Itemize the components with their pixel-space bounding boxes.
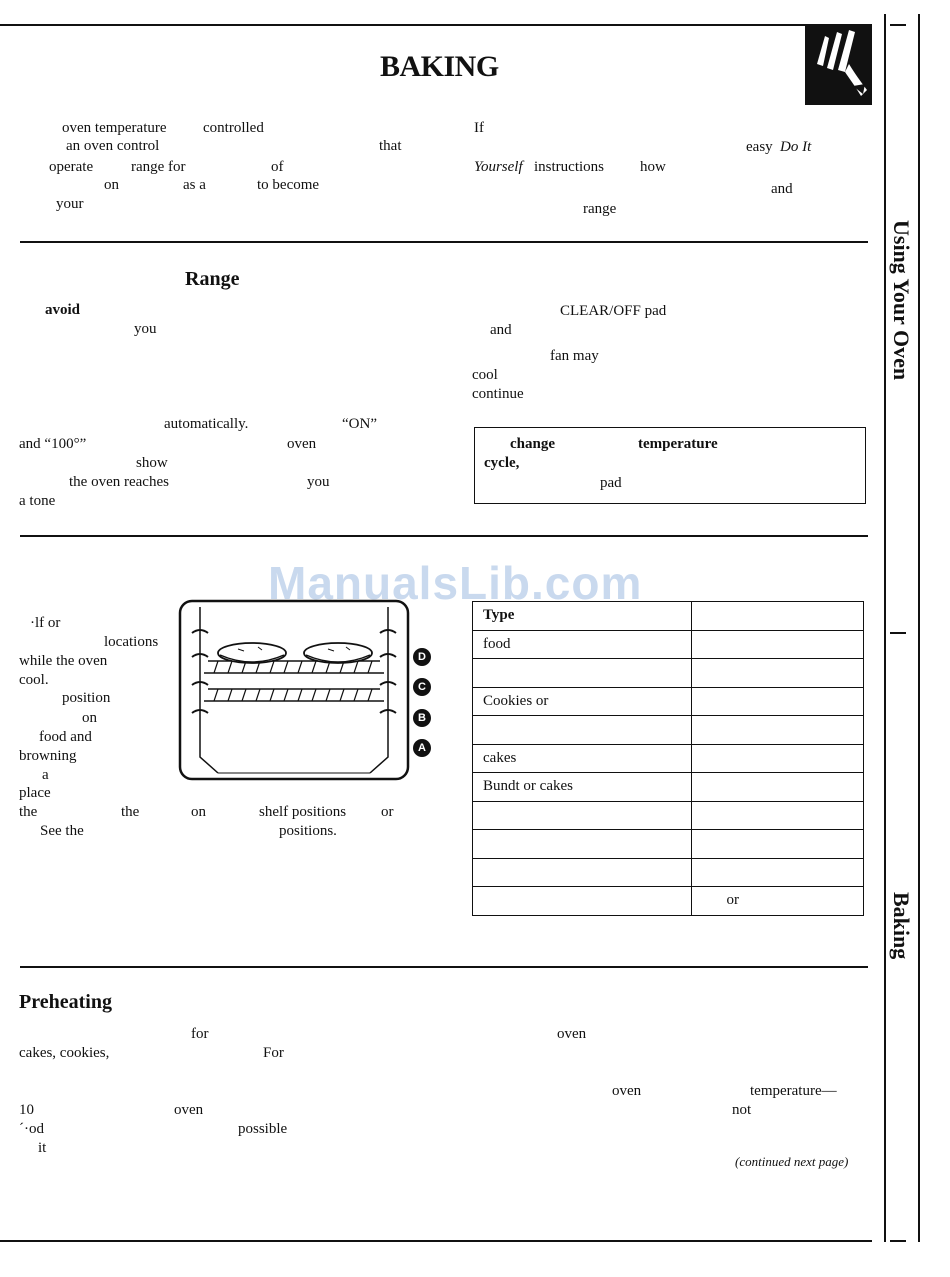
- range-text: you: [307, 474, 330, 490]
- shelf-text: the: [121, 804, 140, 820]
- shelf-text: See the: [40, 823, 84, 839]
- intro-text: to become: [257, 177, 320, 193]
- preheating-text: For: [263, 1045, 284, 1061]
- table-row: [473, 887, 864, 916]
- intro-text: easy: [746, 139, 773, 155]
- tab-mark-mid: [890, 632, 906, 634]
- range-text: “ON”: [342, 416, 377, 432]
- preheating-text: not: [732, 1102, 752, 1118]
- table-cell-shelf-position: [692, 744, 864, 773]
- intro-text: controlled: [203, 120, 264, 136]
- preheating-section-title: Preheating: [19, 991, 112, 1013]
- preheating-text: for: [191, 1026, 209, 1042]
- table-cell-food-type: [473, 716, 692, 745]
- table-cell-food-type: food: [473, 630, 692, 659]
- tab-mark-bottom: [890, 1240, 906, 1242]
- table-row: [473, 830, 864, 859]
- table-cell-shelf-position: [692, 687, 864, 716]
- intro-text: range: [583, 201, 617, 217]
- range-text: avoid: [45, 302, 81, 318]
- table-row: [473, 773, 864, 802]
- top-rule: [0, 24, 868, 26]
- intro-text: and: [771, 181, 793, 197]
- preheating-text: oven: [612, 1083, 642, 1099]
- table-row: [473, 659, 864, 688]
- table-cell-food-type: cakes: [473, 744, 692, 773]
- range-text: show: [136, 455, 168, 471]
- preheating-text: cakes, cookies,: [19, 1045, 110, 1061]
- range-text: the oven reaches: [69, 474, 169, 490]
- side-tab-baking: Baking: [889, 892, 914, 960]
- table-cell-shelf-position: [692, 630, 864, 659]
- range-text: and: [490, 322, 512, 338]
- shelf-text: while the oven: [19, 653, 108, 669]
- section-divider: [20, 535, 868, 537]
- table-cell-food-type: Type: [473, 602, 692, 631]
- range-text: cool: [472, 367, 498, 383]
- table-row: [473, 716, 864, 745]
- intro-text: your: [56, 196, 84, 212]
- table-cell-food-type: Bundt or cakes: [473, 773, 692, 802]
- table-cell-shelf-position: [692, 830, 864, 859]
- table-cell-food-type: [473, 801, 692, 830]
- table-row: [473, 858, 864, 887]
- page-title: BAKING: [380, 50, 499, 83]
- preheating-text: oven: [557, 1026, 587, 1042]
- oven-shelf-diagram: [178, 597, 410, 783]
- intro-text: that: [379, 138, 402, 154]
- intro-text: as a: [183, 177, 206, 193]
- intro-text: Do It: [780, 139, 812, 155]
- range-text: continue: [472, 386, 524, 402]
- table-row: [473, 630, 864, 659]
- side-tab-using-your-oven: Using Your Oven: [889, 220, 914, 381]
- shelf-text: browning: [19, 748, 77, 764]
- shelf-text: a: [42, 767, 49, 783]
- range-text: CLEAR/OFF pad: [560, 303, 667, 319]
- range-text: oven: [287, 436, 317, 452]
- intro-text: Yourself: [474, 159, 523, 175]
- table-cell-shelf-position: or: [692, 887, 864, 916]
- intro-text: on: [104, 177, 119, 193]
- shelf-text: place: [19, 785, 51, 801]
- table-cell-food-type: [473, 887, 692, 916]
- preheating-text: 10: [19, 1102, 34, 1118]
- range-text: you: [134, 321, 157, 337]
- intro-text: range for: [131, 159, 186, 175]
- shelf-text: position: [62, 690, 111, 706]
- table-row: [473, 801, 864, 830]
- note-text: cycle,: [484, 455, 520, 471]
- intro-text: If: [474, 120, 484, 136]
- table-cell-shelf-position: [692, 858, 864, 887]
- continued-note: (continued next page): [735, 1154, 849, 1169]
- tab-mark-top: [890, 24, 906, 26]
- note-text: change: [510, 436, 555, 452]
- shelf-position-label: D: [413, 648, 431, 666]
- intro-text: instructions: [534, 159, 604, 175]
- shelf-text: locations: [104, 634, 159, 650]
- right-margin-rule: [884, 14, 886, 1242]
- table-cell-shelf-position: [692, 773, 864, 802]
- note-text: pad: [600, 475, 622, 491]
- table-cell-food-type: [473, 858, 692, 887]
- table-row: [473, 687, 864, 716]
- section-divider: [20, 966, 868, 968]
- shelf-position-label: A: [413, 739, 431, 757]
- table-row: [473, 744, 864, 773]
- intro-text: operate: [49, 159, 94, 175]
- preheating-text: oven: [174, 1102, 204, 1118]
- intro-text: how: [640, 159, 666, 175]
- table-cell-shelf-position: [692, 659, 864, 688]
- shelf-text: ·lf or: [30, 615, 61, 631]
- preheating-text: ´·od: [19, 1121, 44, 1137]
- range-section-title: Range: [185, 268, 240, 290]
- range-text: and “100°”: [19, 436, 87, 452]
- table-cell-food-type: [473, 830, 692, 859]
- shelf-text: food and: [39, 729, 92, 745]
- shelf-text: the: [19, 804, 38, 820]
- range-text: automatically.: [164, 416, 249, 432]
- table-cell-food-type: Cookies or: [473, 687, 692, 716]
- table-cell-shelf-position: [692, 602, 864, 631]
- right-margin-rule-outer: [918, 14, 920, 1242]
- intro-text: oven temperature: [62, 120, 167, 136]
- shelf-text: on: [191, 804, 206, 820]
- shelf-text: or: [381, 804, 394, 820]
- hand-pressing-pad-icon: [805, 24, 872, 105]
- shelf-position-label: B: [413, 709, 431, 727]
- table-cell-shelf-position: [692, 801, 864, 830]
- watermark: ManualsLib.com: [268, 557, 643, 609]
- shelf-position-table: [472, 601, 864, 916]
- table-cell-shelf-position: [692, 716, 864, 745]
- preheating-text: possible: [238, 1121, 288, 1137]
- intro-text: of: [271, 159, 284, 175]
- range-text: a tone: [19, 493, 56, 509]
- shelf-text: cool.: [19, 672, 49, 688]
- table-row: [473, 602, 864, 631]
- shelf-text: shelf positions: [259, 804, 347, 820]
- preheating-text: it: [38, 1140, 47, 1156]
- shelf-text: positions.: [279, 823, 337, 839]
- intro-text: an oven control: [66, 138, 160, 154]
- note-text: temperature: [638, 436, 718, 452]
- shelf-text: on: [82, 710, 97, 726]
- table-cell-food-type: [473, 659, 692, 688]
- bottom-rule: [0, 1240, 872, 1242]
- section-divider: [20, 241, 868, 243]
- preheating-text: temperature—: [750, 1083, 837, 1099]
- range-text: fan may: [550, 348, 599, 364]
- shelf-position-label: C: [413, 678, 431, 696]
